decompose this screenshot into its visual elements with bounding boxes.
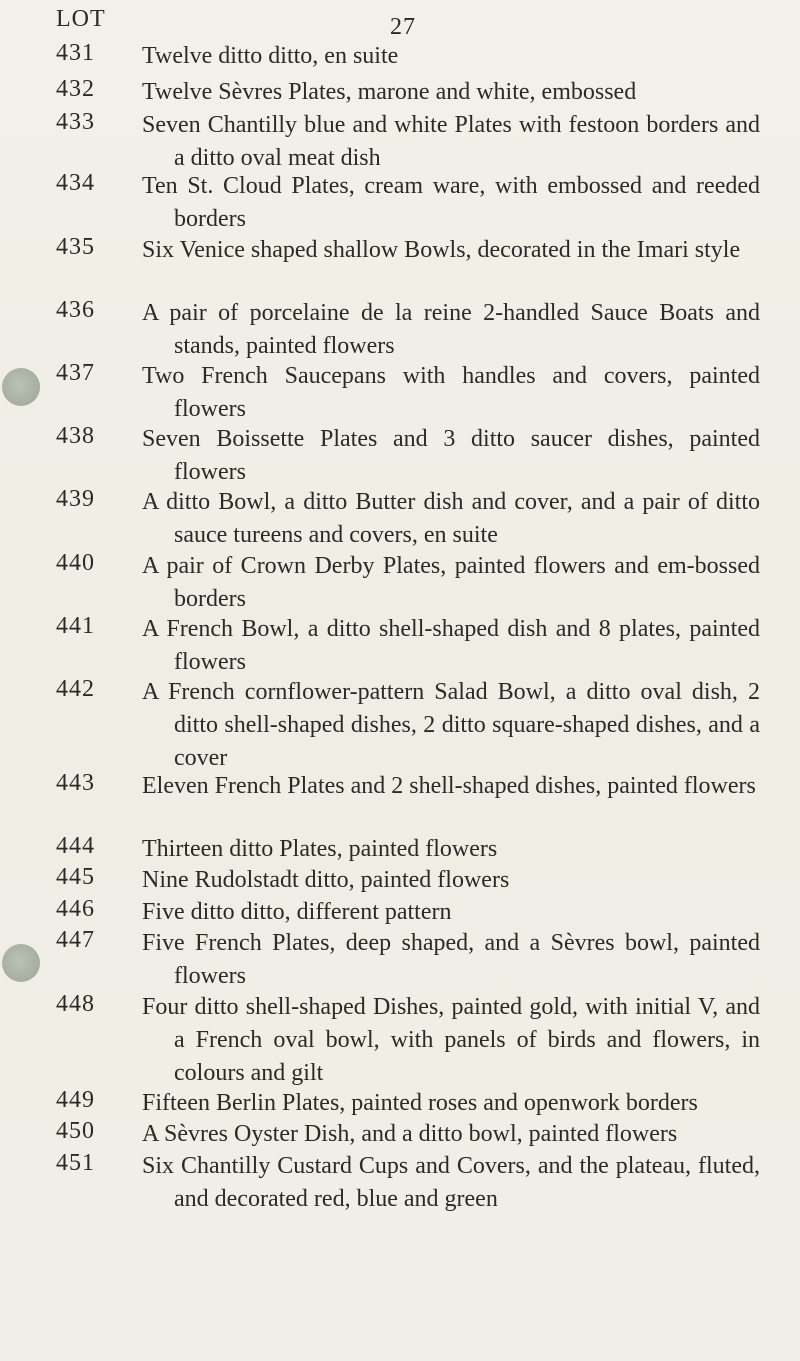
- lot-description: Ten St. Cloud Plates, cream ware, with embossed and reeded borders: [142, 173, 760, 232]
- lot-number: 435: [56, 234, 95, 260]
- lot-number: 438: [56, 423, 95, 449]
- lot-description: Fifteen Berlin Plates, painted roses and openwork borders: [142, 1090, 698, 1116]
- lot-description: Four ditto shell-shaped Dishes, painted gold, with initial V, and a French oval bowl, with panels of birds and flowers, in colours and gilt: [142, 994, 760, 1086]
- lot-number: 442: [56, 676, 95, 702]
- lot-number: 443: [56, 770, 95, 796]
- lot-column-heading: LOT: [56, 6, 106, 32]
- lot-description: Two French Saucepans with handles and covers, painted flowers: [142, 363, 760, 422]
- page-number: 27: [390, 14, 416, 40]
- lot-number: 434: [56, 170, 95, 196]
- lot-number: 433: [56, 109, 95, 135]
- lot-description: Eleven French Plates and 2 shell-shaped dishes, painted flowers: [142, 773, 756, 799]
- lot-description: Seven Chantilly blue and white Plates with festoon borders and a ditto oval meat dish: [142, 112, 760, 171]
- lot-description: Nine Rudolstadt ditto, painted flowers: [142, 867, 510, 893]
- lot-number: 431: [56, 40, 95, 66]
- lot-description: A French cornflower-pattern Salad Bowl, a ditto oval dish, 2 ditto shell-shaped dishes, 2 ditto square-shaped dishes, and a cover: [142, 679, 760, 771]
- lot-description: Five ditto ditto, different pattern: [142, 899, 452, 925]
- lot-number: 440: [56, 550, 95, 576]
- binder-hole-top: [2, 368, 40, 406]
- lot-description: A pair of Crown Derby Plates, painted flowers and em-bossed borders: [142, 553, 760, 612]
- lot-description: Twelve Sèvres Plates, marone and white, embossed: [142, 79, 637, 105]
- lot-description: Seven Boissette Plates and 3 ditto saucer dishes, painted flowers: [142, 426, 760, 485]
- lot-number: 451: [56, 1150, 95, 1176]
- lot-description: Twelve ditto ditto, en suite: [142, 43, 399, 69]
- lot-description: A ditto Bowl, a ditto Butter dish and cover, and a pair of ditto sauce tureens and covers, en suite: [142, 489, 760, 548]
- lot-number: 437: [56, 360, 95, 386]
- lot-description: Six Venice shaped shallow Bowls, decorated in the Imari style: [142, 237, 741, 263]
- lot-description: Thirteen ditto Plates, painted flowers: [142, 836, 498, 862]
- lot-description: Five French Plates, deep shaped, and a Sèvres bowl, painted flowers: [142, 930, 760, 989]
- lot-number: 447: [56, 927, 95, 953]
- lot-number: 439: [56, 486, 95, 512]
- lot-number: 445: [56, 864, 95, 890]
- binder-hole-bottom: [2, 944, 40, 982]
- lot-number: 450: [56, 1118, 95, 1144]
- lot-number: 446: [56, 896, 95, 922]
- lot-number: 444: [56, 833, 95, 859]
- lot-description: A pair of porcelaine de la reine 2-handled Sauce Boats and stands, painted flowers: [142, 300, 760, 359]
- lot-description: Six Chantilly Custard Cups and Covers, and the plateau, fluted, and decorated red, blue and green: [142, 1153, 760, 1212]
- lot-number: 436: [56, 297, 95, 323]
- lot-description: A Sèvres Oyster Dish, and a ditto bowl, painted flowers: [142, 1121, 678, 1147]
- lot-number: 448: [56, 991, 95, 1017]
- lot-number: 449: [56, 1087, 95, 1113]
- lot-number: 441: [56, 613, 95, 639]
- lot-description: A French Bowl, a ditto shell-shaped dish and 8 plates, painted flowers: [142, 616, 760, 675]
- lot-number: 432: [56, 76, 95, 102]
